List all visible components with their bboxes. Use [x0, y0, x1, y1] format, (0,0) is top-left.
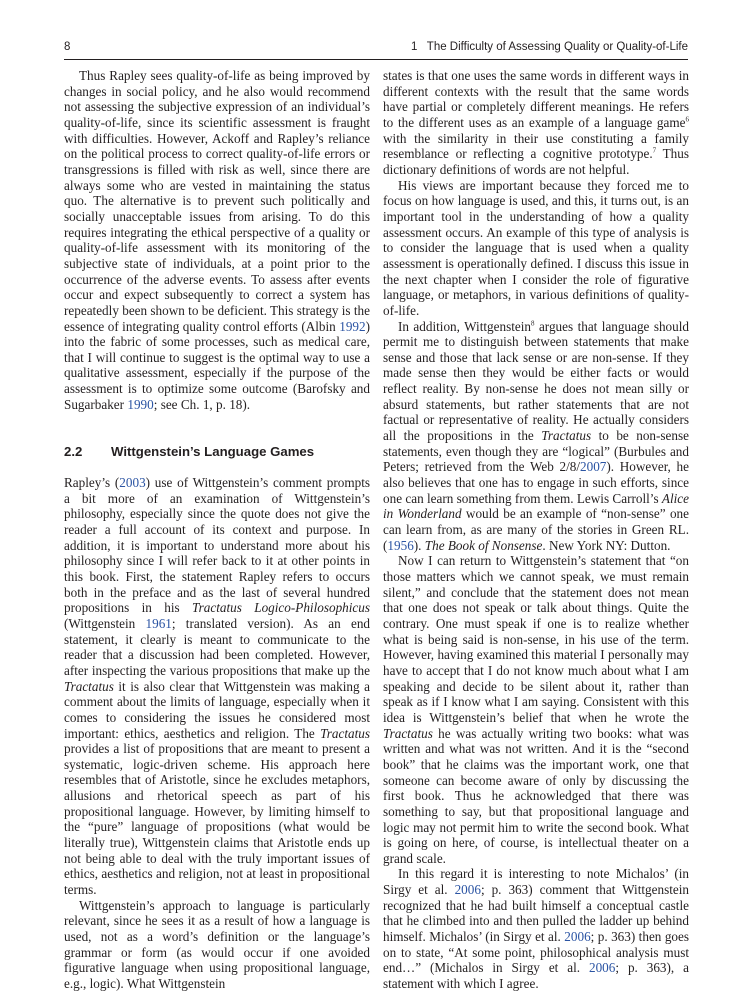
- spacer: [64, 412, 370, 428]
- page-number: 8: [64, 41, 71, 53]
- paragraph: states is that one uses the same words in different ways in different contexts with the result that the same words have partial or completely different meanings. He refers to the different uses as an example of a language game$^6$ with the similarity in their use constituting a family resemblance or reflecting a cognitive prototype.$^7$ Thus dictionary definitions of words are not helpful.: [383, 68, 690, 177]
- paragraph: Thus Rapley sees quality-of-life as being improved by changes in social policy, and he also would recommend not assessing the subjective expression of an individual’s quality-of-life, since its scientific assessment is fraught with difficulties. However, Ackoff and Rapley’s reliance on the political process to correct quality-of-life errors or transgressions is filled with risk as well, since there are always some who are vested in maintaining the status quo. The alternative is to prevent such politically and socially unacceptable issues from arising. To do this requires integrating the ethical perspective of a quality or quality-of-life assessment with its monitoring of the subjective state of individuals, at a point prior to the occurrence of the adverse events. To assess after events occur and expect subsequently to correct a system has repeatedly been shown to be deficient. This strategy is the essence of integrating quality control efforts (Albin 1992) into the fabric of some processes, such as medical care, that I will continue to suggest is the optimal way to use a qualitative assessment, especially if the purpose of the assessment is to optimize some outcome (Barofsky and Sugarbaker 1990; see Ch. 1, p. 18).: [64, 68, 370, 412]
- right-column: [383, 68, 689, 992]
- section-title: Wittgenstein’s Language Games: [111, 443, 315, 459]
- spacer: [64, 428, 370, 444]
- footnote-marker[interactable]: 6: [685, 115, 689, 124]
- paragraph: Now I can return to Wittgenstein’s statement that “on those matters which we cannot speak, we must remain silent,” and conclude that the statement does not mean that one does not speak or talk about things. Quite the contrary. One must speak if one is to realize whether what is being said is non-sense, in his use of the term. However, having examined this material I personally may have to accept that I do not know much about what I am speaking and decide to be silent about it, rather than speak as if I know what I am saying. Consistent with this idea is Wittgenstein’s belief that when he wrote the Tractatus he was actually writing two books: what was written and what was not written. And it is the “second book” that he claims was the important work, one that someone can become aware of only by discussing the first book. Thus he acknowledged that there was something to say, but that propositional language and logic may not permit him to write the second book. What is going on here, of course, is intellectual theater on a grand scale.: [383, 553, 689, 866]
- citation-link[interactable]: 2003: [119, 475, 146, 491]
- citation-link[interactable]: 2007: [580, 459, 607, 475]
- header-rule: [64, 59, 688, 60]
- footnote-marker[interactable]: 8: [531, 319, 535, 328]
- citation-link[interactable]: 2006: [564, 929, 591, 945]
- citation-link[interactable]: 2006: [454, 882, 481, 898]
- citation-link[interactable]: 1992: [339, 318, 366, 334]
- left-column: [64, 68, 370, 992]
- citation-link[interactable]: 1961: [145, 615, 172, 631]
- section-number: 2.2: [64, 443, 83, 459]
- running-title: 1 The Difficulty of Assessing Quality or Quality-of-Life: [411, 41, 688, 53]
- citation-link[interactable]: 2006: [588, 960, 616, 976]
- paragraph: Rapley’s (2003) use of Wittgenstein’s comment prompts a bit more of an examination of Wittgenstein’s philosophy, especially since the quote does not give the reader a full account of its context and purpose. In addition, it is important to understand more about his philosophy since I will refer back to it at other points in this book. First, the statement Rapley refers to occurs both in the preface and as the last of several hundred propositions in his Tractatus Logico-Philosophicus (Wittgenstein 1961; translated version). As an end statement, it clearly is meant to communicate to the reader that a discussion had been completed. However, after inspecting the various propositions that make up the Tractatus it is also clear that Wittgenstein was making a comment about the limits of language, especially when it comes to considering the issues he considered most important: ethics, aesthetics and religion. The Tractatus provides a list of propositions that are meant to present a systematic, logic-driven scheme. His approach here resembles that of Aristotle, since he excludes metaphors, allusions and rhetorical speech as part of his propositional language. However, by limiting himself to the “pure” language of propositions (what would be literally true), Wittgenstein claims that Aristotle ends up not being able to deal with the truly important issues of ethics, aesthetics and religion, not at least in propositional terms.: [64, 475, 371, 898]
- footnote-marker[interactable]: 7: [652, 146, 657, 155]
- section-heading: [64, 444, 370, 460]
- citation-link[interactable]: 1990: [127, 396, 154, 412]
- spacer: [64, 459, 370, 475]
- paragraph: Wittgenstein’s approach to language is particularly relevant, since he sees it as a result of how a language is used, not as a word’s definition or the language’s grammar or form (as would occur if one avoided figurative language when using propositional language, e.g., logic). What Wittgenstein: [64, 897, 370, 992]
- paragraph: In addition, Wittgenstein$^8$ argues that language should permit me to distinguish between statements that make sense and those that lack sense or are non-sense. If they made sense then they would be either facts or would reflect reality. By non-sense he does not mean silly or absurd statements, but rather statements that are not factual or representative of reality. He actually considers all the propositions in the Tractatus to be non-sense statements, even though they are “logical” (Burbules and Peters; retrieved from the Web 2/8/2007). However, he also believes that one has to engage in such efforts, since one can learn something from them. Lewis Carroll’s Alice in Wonderland would be an example of “non-sense” one can learn from, as are many of the stories in Green RL. (1956). The Book of Nonsense. New York NY: Dutton.: [383, 318, 689, 553]
- paragraph: In this regard it is interesting to note Michalos’ (in Sirgy et al. 2006; p. 363) comment that Wittgenstein recognized that he had built himself a conceptual castle that he climbed into and then pulled the ladder up behind himself. Michalos’ (in Sirgy et al. 2006; p. 363) then goes on to state, “At some point, philosophical analysis must end…” (Michalos in Sirgy et al. 2006; p. 363), a statement with which I agree.: [383, 866, 689, 992]
- paragraph: His views are important because they forced me to focus on how language is used, and this, it turns out, is an important tool in the understanding of how a quality assessment occurs. An example of this type of analysis is to consider the language that is used when a quality assessment is operationally defined. I discuss this issue in the next chapter when I consider the role of figurative language, or metaphors, in various definitions of quality-of-life.: [383, 177, 689, 318]
- running-header: [64, 41, 688, 61]
- citation-link[interactable]: 1956: [387, 537, 414, 553]
